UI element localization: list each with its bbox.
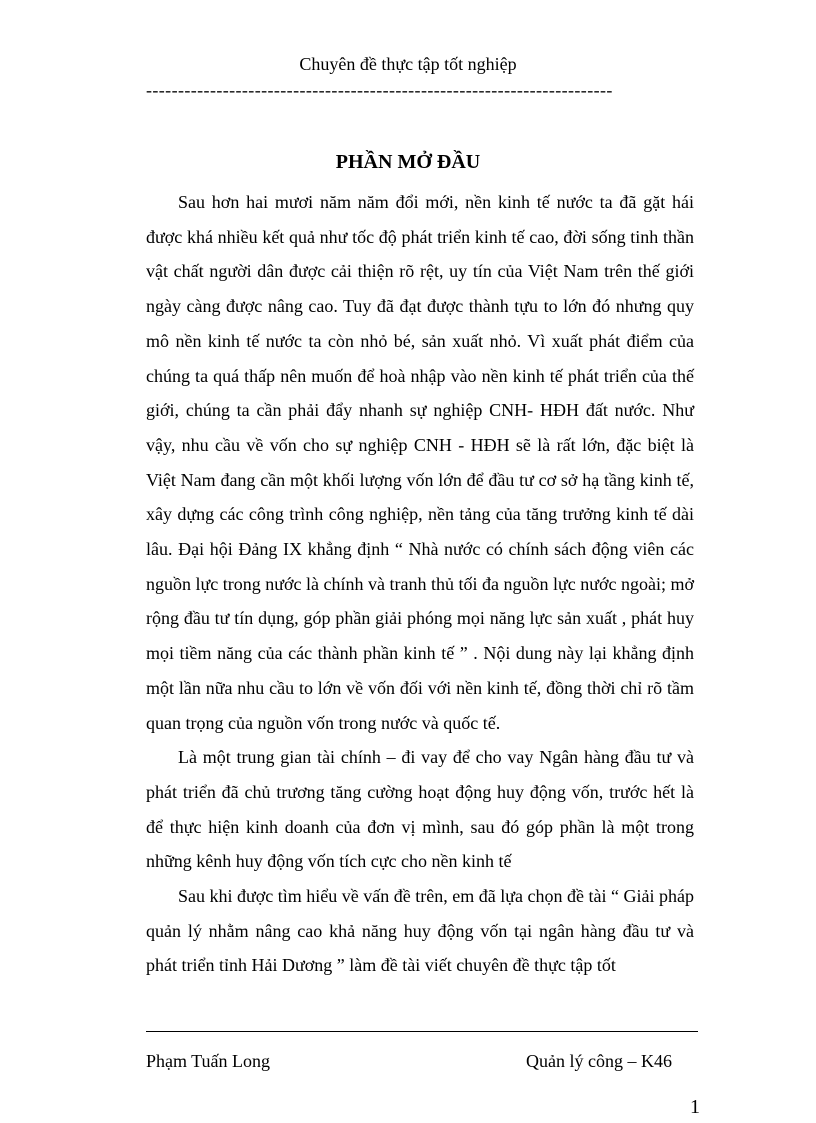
paragraph-1: Sau hơn hai mươi năm năm đổi mới, nền kinh tế nước ta đã gặt hái được khá nhiều kết quả như tốc độ phát triển kinh tế cao, đời sống tinh thần vật chất người dân được cải thiện rõ rệt, uy tín của Việt Nam trên thế giới ngày càng được nâng cao. Tuy đã đạt được thành tựu to lớn đó nhưng quy mô nền kinh tế nước ta còn nhỏ bé, sản xuất nhỏ. Vì xuất phát điểm của chúng ta quá thấp nên muốn để hoà nhập vào nền kinh tế phát triển của thế giới, chúng ta cần phải đẩy nhanh sự nghiệp CNH- HĐH đất nước. Như vậy, nhu cầu về vốn cho sự nghiệp CNH - HĐH sẽ là rất lớn, đặc biệt là Việt Nam đang cần một khối lượng vốn lớn để đầu tư cơ sở hạ tầng kinh tế, xây dựng các công trình công nghiệp, nền tảng của tăng trưởng kinh tế dài lâu. Đại hội Đảng IX khẳng định “ Nhà nước có chính sách động viên các nguồn lực trong nước là chính và tranh thủ tối đa nguồn lực nước ngoài; mở rộng đầu tư tín dụng, góp phần giải phóng mọi năng lực sản xuất , phát huy mọi tiềm năng của các thành phần kinh tế ” . Nội dung này lại khẳng định một lần nữa nhu cầu to lớn về vốn đối với nền kinh tế, đồng thời chỉ rõ tầm quan trọng của nguồn vốn trong nước và quốc tế.: [146, 192, 694, 733]
header-dashed-rule: -------------------------------------------------------------------------: [146, 80, 613, 100]
paragraph-3: Sau khi được tìm hiểu về vấn đề trên, em đã lựa chọn đề tài “ Giải pháp quản lý nhằm nâng cao khả năng huy động vốn tại ngân hàng đầu tư và phát triển tỉnh Hải Dương ” làm đề tài viết chuyên đề thực tập tốt: [146, 886, 694, 976]
footer-author: Phạm Tuấn Long: [146, 1051, 271, 1071]
section-heading: PHẦN MỞ ĐẦU: [335, 151, 481, 173]
page-number: 1: [690, 1096, 700, 1118]
footer-divider: [146, 1031, 698, 1032]
footer-department: Quản lý công – K46: [526, 1051, 672, 1071]
running-header-title: Chuyên đề thực tập tốt nghiệp: [299, 54, 517, 74]
paragraph-2: Là một trung gian tài chính – đi vay để cho vay Ngân hàng đầu tư và phát triển đã chủ trương tăng cường hoạt động huy động vốn, trước hết là để thực hiện kinh doanh của đơn vị mình, sau đó góp phần là một trong những kênh huy động vốn tích cực cho nền kinh tế: [146, 747, 694, 872]
body-text: [146, 185, 694, 983]
